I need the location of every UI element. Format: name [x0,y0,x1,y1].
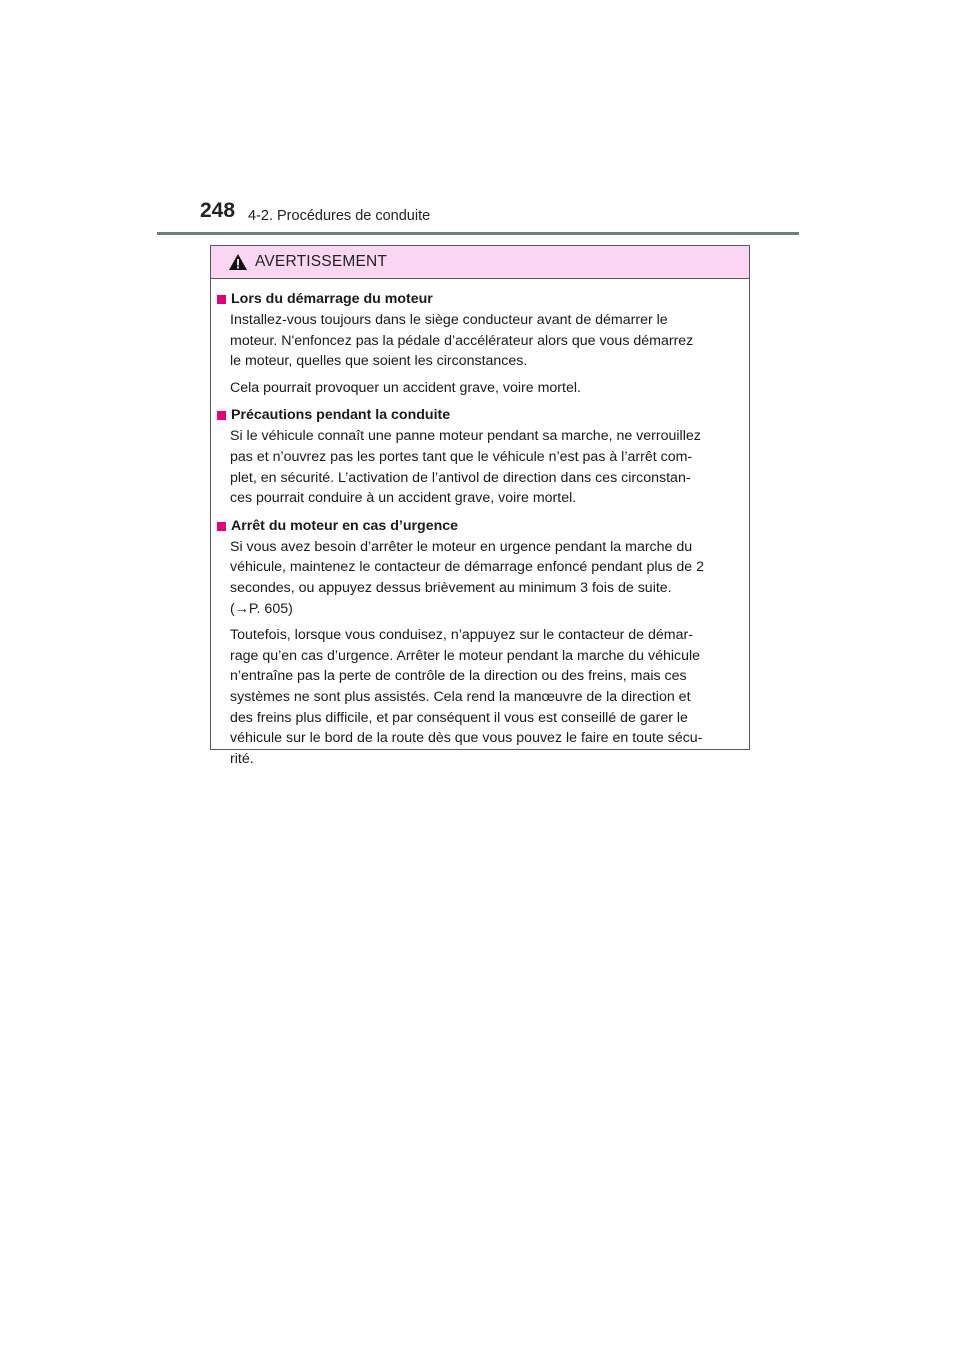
paragraph-line: (→P. 605) [230,600,293,617]
paragraph-line: rité. [230,750,254,767]
square-bullet-icon [217,411,226,420]
warning-item-title [217,516,740,537]
paragraph-line: Si le véhicule connaît une panne moteur pendant sa marche, ne verrouillez [230,428,701,445]
warning-paragraph [230,378,740,399]
paragraph-line: n’entraîne pas la perte de contrôle de la direction ou des freins, mais ces [230,668,687,685]
warning-title: AVERTISSEMENT [255,253,388,270]
paragraph-line: véhicule sur le bord de la route dès que vous pouvez le faire en toute sécu- [230,730,703,747]
page-header [0,0,960,240]
paragraph-line: Installez-vous toujours dans le siège conducteur avant de démarrer le [230,312,668,328]
warning-item-title [217,289,740,310]
paragraph-line: systèmes ne sont plus assistés. Cela rend la manœuvre de la direction et [230,688,691,705]
paragraph-line: véhicule, maintenez le contacteur de démarrage enfoncé pendant plus de 2 [230,559,705,576]
paragraph-line: moteur. N'enfoncez pas la pédale d’accélérateur alors que vous démarrez [230,332,694,349]
warning-paragraph [230,625,740,769]
warning-body [211,279,749,769]
warning-paragraph [230,426,740,508]
paragraph-line: plet, en sécurité. L’activation de l’antivol de direction dans ces circonstan- [230,469,691,486]
warning-paragraph [230,537,740,619]
header-divider [157,232,799,235]
paragraph-line: pas et n’ouvrez pas les portes tant que le véhicule n’est pas à l’arrêt com- [230,448,693,465]
warning-header [211,246,749,279]
paragraph-line: le moteur, quelles que soient les circonstances. [230,353,528,370]
paragraph-line: ces pourrait conduire à un accident grave, voire mortel. [230,490,577,507]
warning-item [217,405,740,508]
page-number: 248 [200,199,236,222]
paragraph-line: des freins plus difficile, et par conséquent il vous est conseillé de garer le [230,709,688,726]
section-title: 4-2. Procédures de conduite [248,208,431,224]
warning-item-title-text: Précautions pendant la conduite [231,407,451,424]
warning-item [217,289,740,398]
warning-paragraph [230,310,740,372]
paragraph-line: Si vous avez besoin d’arrêter le moteur en urgence pendant la marche du [230,538,693,555]
square-bullet-icon [217,295,226,304]
warning-box [210,245,750,767]
warning-item [217,516,740,770]
warning-item-title-text: Lors du démarrage du moteur [231,291,433,307]
square-bullet-icon [217,522,226,531]
paragraph-line: rage qu’en cas d’urgence. Arrêter le moteur pendant la marche du véhicule [230,647,701,664]
paragraph-line: secondes, ou appuyez dessus brièvement au minimum 3 fois de suite. [230,579,672,596]
warning-item-title-text: Arrêt du moteur en cas d’urgence [231,517,459,534]
warning-triangle-icon [228,253,248,271]
paragraph-line: Cela pourrait provoquer un accident grave, voire mortel. [230,379,581,396]
warning-item-title [217,405,740,426]
paragraph-line: Toutefois, lorsque vous conduisez, n’appuyez sur le contacteur de démar- [230,627,693,644]
